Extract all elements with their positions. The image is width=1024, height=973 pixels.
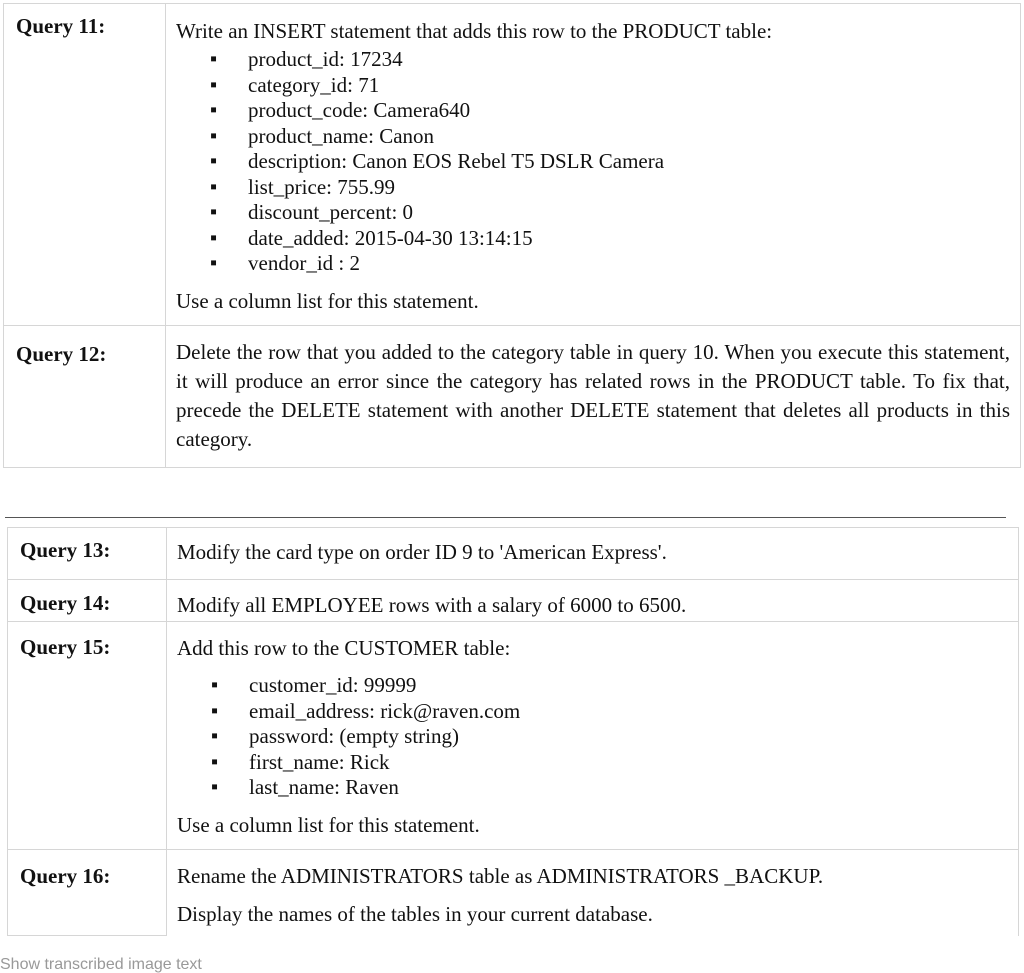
list-item: ▪ discount_percent: 0 [210, 200, 1010, 226]
query-16-line-2: Display the names of the tables in your current database. [177, 902, 653, 926]
list-item: ▪ date_added: 2015-04-30 13:14:15 [210, 226, 1010, 252]
query-12-label: Query 12: [4, 326, 166, 468]
list-item: ▪ password: (empty string) [211, 724, 1008, 750]
table-row [4, 4, 1021, 326]
query-15-label: Query 15: [8, 622, 167, 850]
queries-table-2 [7, 527, 1019, 936]
table-row [8, 850, 1019, 936]
customer-field-list [177, 673, 1008, 801]
table-row [8, 580, 1019, 622]
query-15-note: Use a column list for this statement. [177, 812, 480, 837]
list-item: ▪ vendor_id : 2 [210, 251, 1010, 277]
query-11-label: Query 11: [4, 4, 166, 326]
transcribed-text-link[interactable]: Show transcribed image text [0, 956, 202, 973]
table-row [4, 326, 1021, 468]
query-11-note: Use a column list for this statement. [176, 288, 479, 313]
list-item: ▪ list_price: 755.99 [210, 175, 1010, 201]
list-item: ▪ last_name: Raven [211, 775, 1008, 801]
query-16-line-1: Rename the ADMINISTRATORS table as ADMINISTRATORS _BACKUP. [177, 864, 824, 888]
list-item: ▪ product_id: 17234 [210, 47, 1010, 73]
query-12-text: Delete the row that you added to the category table in query 10. When you execute this statement, it will produce an error since the category has related rows in the PRODUCT table. To fix that, precede the DELETE statement with another DELETE statement that deletes all products in this category. [166, 326, 1021, 468]
query-16-cell [167, 850, 1019, 936]
list-item: ▪ product_code: Camera640 [210, 98, 1010, 124]
query-15-cell [167, 622, 1019, 850]
table-row [8, 528, 1019, 580]
list-item: ▪ customer_id: 99999 [211, 673, 1008, 699]
section-divider [5, 517, 1006, 518]
query-14-text: Modify all EMPLOYEE rows with a salary of 6000 to 6500. [167, 580, 1019, 622]
query-15-intro: Add this row to the CUSTOMER table: [177, 636, 511, 660]
list-item: ▪ product_name: Canon [210, 124, 1010, 150]
list-item: ▪ first_name: Rick [211, 750, 1008, 776]
list-item: ▪ category_id: 71 [210, 73, 1010, 99]
list-item: ▪ email_address: rick@raven.com [211, 699, 1008, 725]
table-row [8, 622, 1019, 850]
query-11-intro: Write an INSERT statement that adds this row to the PRODUCT table: [176, 19, 773, 43]
query-11-cell [166, 4, 1021, 326]
query-13-text: Modify the card type on order ID 9 to 'American Express'. [167, 528, 1019, 580]
query-16-label: Query 16: [8, 850, 167, 936]
query-14-label: Query 14: [8, 580, 167, 622]
list-item: ▪ description: Canon EOS Rebel T5 DSLR Camera [210, 149, 1010, 175]
product-field-list [176, 47, 1010, 277]
queries-table-1 [3, 3, 1021, 468]
query-13-label: Query 13: [8, 528, 167, 580]
